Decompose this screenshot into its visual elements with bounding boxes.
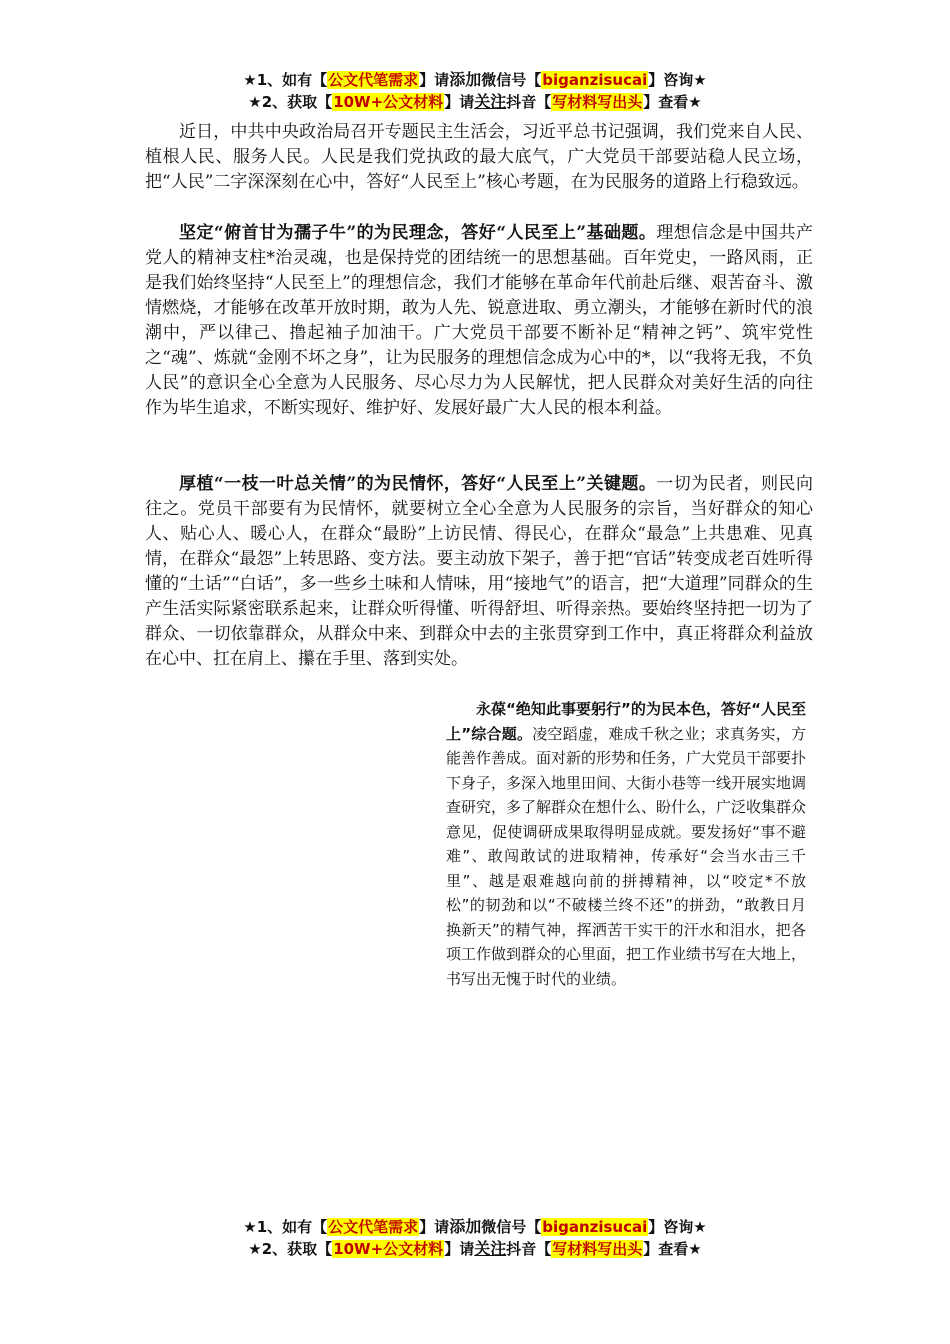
banner-text: ★2、获取【	[248, 1240, 333, 1258]
banner-line-2	[0, 1238, 950, 1260]
section-3	[446, 697, 806, 991]
highlight-service: 公文代笔需求	[328, 1218, 419, 1236]
highlight-materials: 10W+公文材料	[333, 1240, 444, 1258]
banner-text: ★1、如有【	[243, 1218, 328, 1236]
section-1-body: 理想信念是中国共产党人的精神支柱*治灵魂，也是保持党的团结统一的思想基础。百年党史，一路风雨，正是我们始终坚持“人民至上”的理想信念，我们才能够在革命年代前赴后继、艰苦奋斗、激情燃烧，才能够在改革开放时期，敢为人先、锐意进取、勇立潮头，才能够在新时代的浪潮中，严以律己、撸起袖子加油干。广大党员干部要不断补足“精神之钙”、筑牢党性之“魂”、炼就“金刚不坏之身”，让为民服务的理想信念成为心中的*，以“我将无我，不负人民”的意识全心全意为人民服务、尽心尽力为人民解忧，把人民群众对美好生活的向往作为毕生追求，不断实现好、维护好、发展好最广大人民的根本利益。	[145, 223, 813, 418]
banner-emphasis: 添加	[449, 1217, 482, 1236]
banner-text: 微信号【	[481, 71, 542, 89]
banner-emphasis: 关注	[474, 92, 507, 111]
banner-text: 】请	[419, 1218, 450, 1236]
section-3-paragraph	[446, 697, 806, 991]
top-banner	[0, 69, 950, 113]
banner-text: 】请	[444, 1240, 475, 1258]
banner-text: 抖音【	[506, 93, 552, 111]
section-1	[145, 221, 813, 421]
highlight-materials: 10W+公文材料	[333, 93, 444, 111]
banner-text: 】请	[419, 71, 450, 89]
highlight-service: 公文代笔需求	[328, 71, 419, 89]
intro-paragraph: 近日，中共中央政治局召开专题民主生活会，习近平总书记强调，我们党来自人民、植根人民、服务人民。人民是我们党执政的最大底气，广大党员干部要站稳人民立场，把“人民”二字深深刻在心中，答好“人民至上”核心考题，在为民服务的道路上行稳致远。	[145, 122, 813, 192]
section-3-heading: 永葆“绝知此事要躬行”的为民本色，答好“人民至上”综合题。	[446, 700, 806, 743]
banner-emphasis: 添加	[449, 70, 482, 89]
banner-text: ★1、如有【	[243, 71, 328, 89]
intro-paragraph-block	[145, 120, 813, 195]
banner-text: 】查看★	[643, 1240, 702, 1258]
section-3-body: 凌空蹈虚，难成千秋之业；求真务实，方能善作善成。面对新的形势和任务，广大党员干部要扑下身子，多深入地里田间、大街小巷等一线开展实地调查研究，多了解群众在想什么、盼什么，广泛收集群众意见，促使调研成果取得明显成就。要发扬好“事不避难”、敢闯敢试的进取精神，传承好“会当水击三千里”、越是艰难越向前的拼搏精神，以“咬定*不放松”的韧劲和以“不破楼兰终不还”的拼劲，“敢教日月换新天”的精气神，挥洒苦干实干的汗水和泪水，把各项工作做到群众的心里面，把工作业绩书写在大地上，书写出无愧于时代的业绩。	[446, 724, 807, 988]
section-2-paragraph	[145, 472, 813, 672]
banner-text: 】咨询★	[648, 1218, 707, 1236]
highlight-wechat-id: biganzisucai	[542, 1218, 648, 1236]
banner-line-2	[0, 91, 950, 113]
banner-text: 微信号【	[481, 1218, 542, 1236]
highlight-douyin: 写材料写出头	[552, 1240, 643, 1258]
section-1-heading: 坚定“俯首甘为孺子牛”的为民理念，答好“人民至上”基础题。	[179, 223, 657, 243]
bottom-banner	[0, 1216, 950, 1260]
banner-text: 】查看★	[643, 93, 702, 111]
banner-text: 抖音【	[506, 1240, 552, 1258]
section-2-body: 一切为民者，则民向往之。党员干部要有为民情怀，就要树立全心全意为人民服务的宗旨，当好群众的知心人、贴心人、暖心人，在群众“最盼”上访民情、得民心，在群众“最急”上共患难、见真情，在群众“最怨”上转思路、变方法。要主动放下架子，善于把“官话”转变成老百姓听得懂的“土话”“白话”，多一些乡土味和人情味，用“接地气”的语言，把“大道理”同群众的生产生活实际紧密联系起来，让群众听得懂、听得舒坦、听得亲热。要始终坚持把一切为了群众、一切依靠群众，从群众中来、到群众中去的主张贯穿到工作中，真正将群众利益放在心中、扛在肩上、攥在手里、落到实处。	[145, 474, 813, 669]
banner-text: ★2、获取【	[248, 93, 333, 111]
section-1-paragraph	[145, 221, 813, 421]
section-2	[145, 472, 813, 672]
banner-text: 】咨询★	[648, 71, 707, 89]
section-2-heading: 厚植“一枝一叶总关情”的为民情怀，答好“人民至上”关键题。	[179, 474, 657, 494]
banner-text: 】请	[444, 93, 475, 111]
banner-line-1	[0, 69, 950, 91]
banner-emphasis: 关注	[474, 1239, 507, 1258]
highlight-wechat-id: biganzisucai	[542, 71, 648, 89]
highlight-douyin: 写材料写出头	[552, 93, 643, 111]
banner-line-1	[0, 1216, 950, 1238]
